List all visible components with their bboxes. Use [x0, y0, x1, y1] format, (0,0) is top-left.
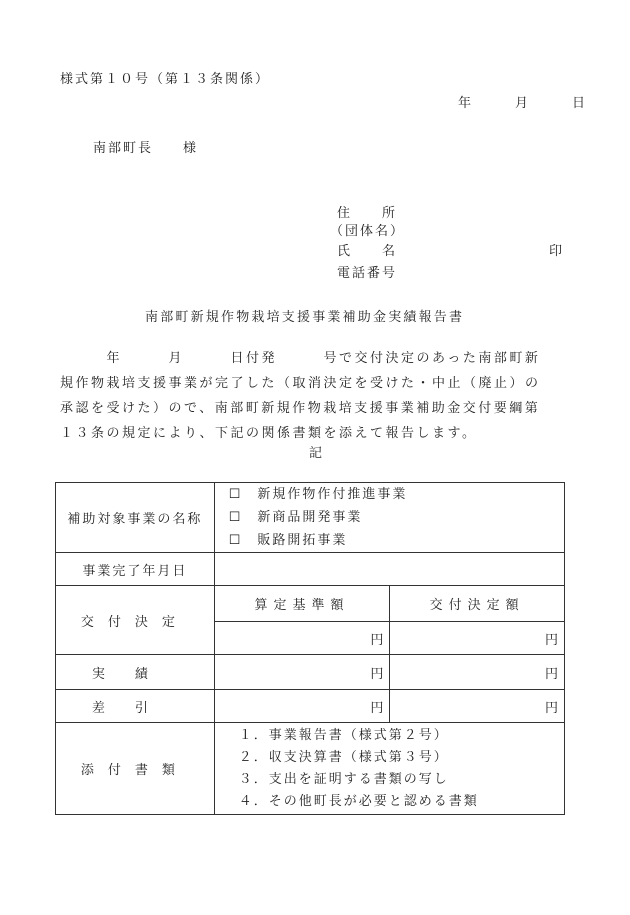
- difference-label: 差引: [56, 690, 215, 723]
- completion-date-field[interactable]: [214, 553, 564, 586]
- phone-label: 電話番号: [337, 266, 398, 281]
- row-project-name: [56, 483, 565, 553]
- addressee: 南部町長 様: [93, 141, 199, 156]
- row-grant-decision-header: [56, 586, 565, 622]
- row-actual: [56, 655, 565, 690]
- calc-base-header: 算定基準額: [214, 586, 390, 622]
- actual-calc-base[interactable]: 円: [214, 655, 390, 690]
- option-new-product[interactable]: ☐ 新商品開発事業: [228, 510, 363, 525]
- project-options: [214, 483, 564, 553]
- attachment-item: ４．その他町長が必要と認める書類: [238, 793, 479, 809]
- project-name-label: 補助対象事業の名称: [56, 483, 215, 553]
- form-number: 様式第１０号（第１３条関係）: [60, 72, 271, 87]
- body-line-1: 年 月 日付発 号で交付決定のあった南部町新: [60, 351, 541, 366]
- date-line: 年 月 日: [458, 96, 592, 111]
- body-line-4: １３条の規定により、下記の関係書類を添えて報告します。: [60, 426, 478, 441]
- body-paragraph: [60, 346, 580, 446]
- attachments-list: [214, 723, 564, 815]
- row-attachments: [56, 723, 565, 815]
- report-table: [55, 482, 565, 815]
- body-line-2: 規作物栽培支援事業が完了した（取消決定を受けた・中止（廃止）の: [60, 376, 541, 391]
- completion-date-label: 事業完了年月日: [56, 553, 215, 586]
- row-difference: [56, 690, 565, 723]
- attachment-item: ２．収支決算書（様式第３号）: [238, 749, 449, 765]
- attachment-item: ３．支出を証明する書類の写し: [238, 771, 449, 787]
- grant-amount[interactable]: 円: [390, 622, 565, 655]
- attachments-label: 添付書類: [56, 723, 215, 815]
- row-completion-date: [56, 553, 565, 586]
- address-label: 住 所: [337, 206, 398, 221]
- option-new-crop[interactable]: ☐ 新規作物作付推進事業: [228, 487, 408, 502]
- actual-grant[interactable]: 円: [390, 655, 565, 690]
- option-market-development[interactable]: ☐ 販路開拓事業: [228, 533, 348, 548]
- difference-grant[interactable]: 円: [390, 690, 565, 723]
- group-name-label: （団体名）: [330, 224, 406, 239]
- attachment-item: １．事業報告書（様式第２号）: [238, 727, 449, 743]
- body-line-3: 承認を受けた）ので、南部町新規作物栽培支援事業補助金交付要綱第: [60, 401, 541, 416]
- document-title: 南部町新規作物栽培支援事業補助金実績報告書: [145, 310, 465, 325]
- seal-mark: 印: [549, 244, 565, 259]
- actual-label: 実績: [56, 655, 215, 690]
- grant-decision-label: 交付決定: [56, 586, 215, 655]
- ki-heading: 記: [309, 446, 325, 461]
- name-label: 氏 名: [337, 244, 398, 259]
- grant-amount-header: 交付決定額: [390, 586, 565, 622]
- calc-base-amount[interactable]: 円: [214, 622, 390, 655]
- difference-calc-base[interactable]: 円: [214, 690, 390, 723]
